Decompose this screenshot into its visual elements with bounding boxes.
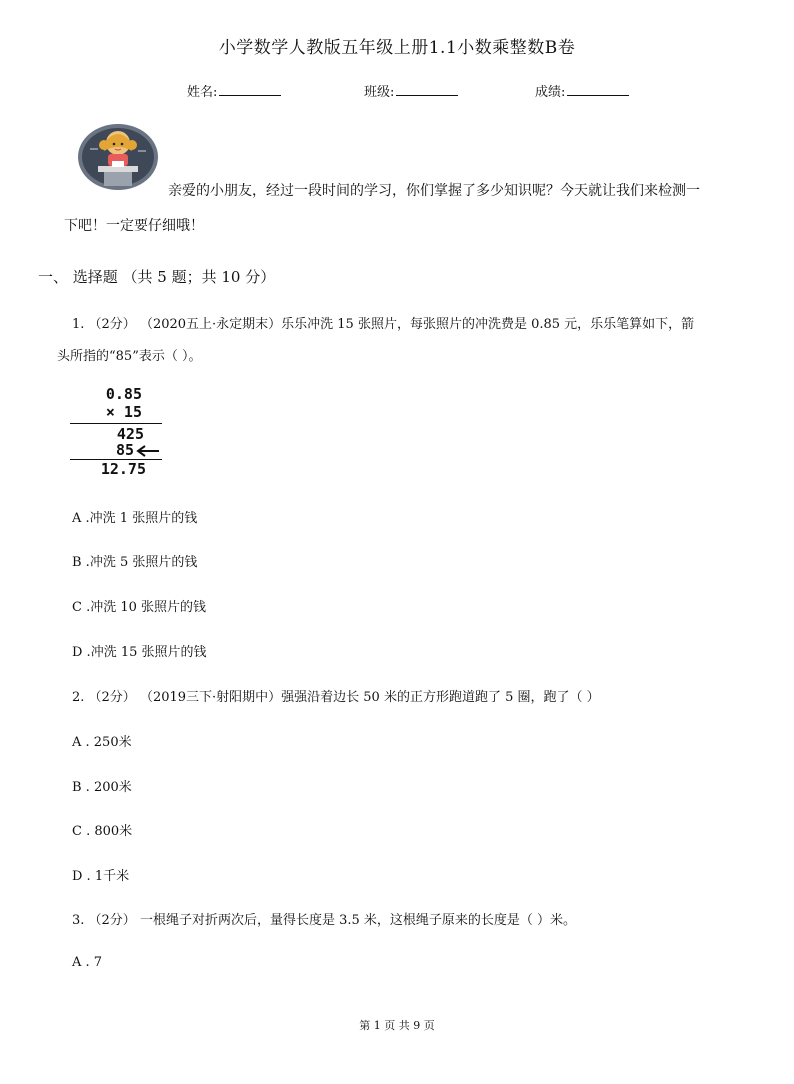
calc-product: 12.75 xyxy=(100,460,146,478)
q1-option-d[interactable]: D .冲洗 15 张照片的钱 xyxy=(72,645,207,660)
calc-multiplier: × 15 xyxy=(105,403,142,421)
question-1-line-1: 1. （2分） （2020五上·永定期末）乐乐冲洗 15 张照片，每张照片的冲洗费是 0.85 元，乐乐笔算如下，箭 xyxy=(72,317,695,332)
q2-option-c[interactable]: C . 800米 xyxy=(72,824,133,839)
page-title: 小学数学人教版五年级上册1.1小数乘整数B卷 xyxy=(218,38,576,58)
class-blank xyxy=(396,84,458,96)
intro-line-2: 下吧！一定要仔细哦！ xyxy=(64,218,204,234)
q1-option-b[interactable]: B .冲洗 5 张照片的钱 xyxy=(72,555,198,570)
vertical-multiplication xyxy=(70,385,170,480)
score-field xyxy=(535,81,629,100)
class-field xyxy=(364,81,458,100)
question-3-line-1: 3. （2分） 一根绳子对折两次后，量得长度是 3.5 米，这根绳子原来的长度是（ ）米。 xyxy=(72,913,577,928)
score-blank xyxy=(567,84,629,96)
q2-option-d[interactable]: D . 1千米 xyxy=(72,869,130,884)
arrow-left-icon xyxy=(136,445,160,457)
class-label: 班级: xyxy=(364,85,395,100)
q1-option-a[interactable]: A .冲洗 1 张照片的钱 xyxy=(72,511,198,526)
question-1-line-2: 头所指的“85”表示（ ）。 xyxy=(57,349,202,364)
calc-rule-1 xyxy=(70,423,162,424)
question-2-line-1: 2. （2分） （2019三下·射阳期中）强强沿着边长 50 米的正方形跑道跑了 5 圈，跑了（ ） xyxy=(72,690,600,705)
q3-option-a[interactable]: A . 7 xyxy=(72,955,103,970)
name-label: 姓名: xyxy=(187,85,218,100)
calc-multiplicand: 0.85 xyxy=(105,385,142,403)
name-field xyxy=(187,81,281,100)
student-illustration xyxy=(76,121,160,197)
name-blank xyxy=(219,84,281,96)
intro-line-1: 亲爱的小朋友，经过一段时间的学习，你们掌握了多少知识呢？今天就让我们来检测一 xyxy=(168,183,700,199)
calc-partial-2: 85 xyxy=(115,441,134,459)
q2-option-b[interactable]: B . 200米 xyxy=(72,780,132,795)
q1-option-c[interactable]: C .冲洗 10 张照片的钱 xyxy=(72,600,207,615)
calc-partial-1: 425 xyxy=(116,425,144,443)
page-footer: 第 1 页 共 9 页 xyxy=(359,1019,435,1032)
q2-option-a[interactable]: A . 250米 xyxy=(72,735,132,750)
score-label: 成绩: xyxy=(535,85,566,100)
section-heading: 一、 选择题 （共 5 题；共 10 分） xyxy=(38,268,276,286)
